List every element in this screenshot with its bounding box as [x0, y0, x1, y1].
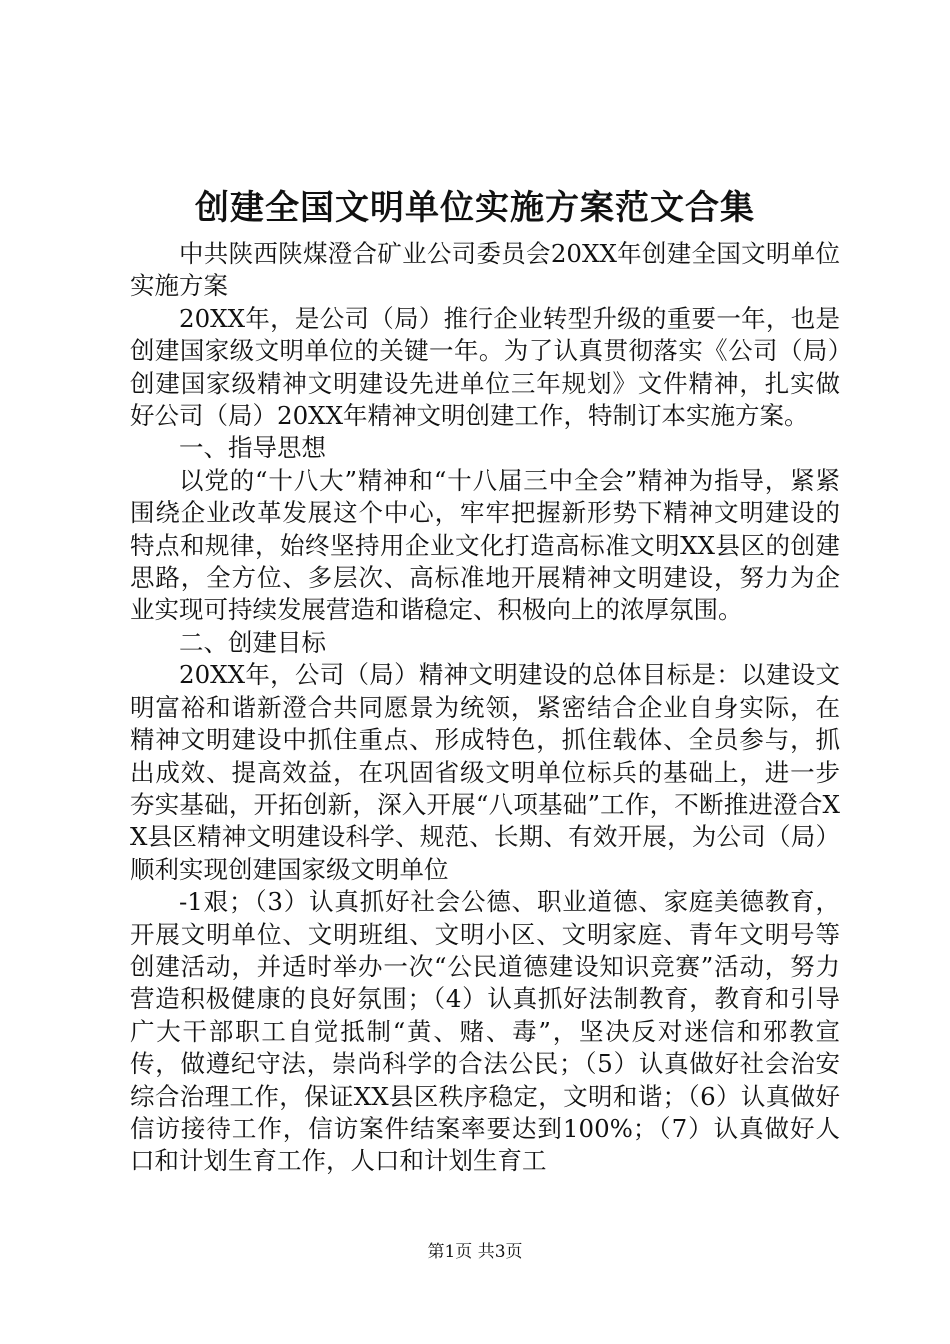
- document-title: 创建全国文明单位实施方案范文合集: [195, 188, 755, 228]
- section-heading-goals: 二、创建目标: [179, 627, 326, 657]
- paragraph-intro: 20XX年，是公司（局）推行企业转型升级的重要一年，也是创建国家级文明单位的关键一年。为了认真贯彻落实《公司（局）创建国家级精神文明建设先进单位三年规划》文件精神，扎实做好公司（局）20XX年精神文明创建工作，特制订本实施方案。: [130, 303, 840, 431]
- paragraph-tasks: -1艰；（3）认真抓好社会公德、职业道德、家庭美德教育，开展文明单位、文明班组、文明小区、文明家庭、青年文明号等创建活动，并适时举办一次“公民道德建设知识竞赛”活动，努力营造积极健康的良好氛围；（4）认真抓好法制教育，教育和引导广大干部职工自觉抵制“黄、赌、毒”，坚决反对迷信和邪教宣传，做遵纪守法，崇尚科学的合法公民；（5）认真做好社会治安综合治理工作，保证XX县区秩序稳定，文明和谐；（6）认真做好信访接待工作，信访案件结案率要达到100%；（7）认真做好人口和计划生育工作，人口和计划生育工: [130, 887, 840, 1176]
- paragraph-guiding-thought: 以党的“十八大”精神和“十八届三中全会”精神为指导，紧紧围绕企业改革发展这个中心，牢牢把握新形势下精神文明建设的特点和规律，始终坚持用企业文化打造高标准文明XX县区的创建思路，全方位、多层次、高标准地开展精神文明建设，努力为企业实现可持续发展营造和谐稳定、积极向上的浓厚氛围。: [130, 465, 840, 625]
- paragraph-goals: 20XX年，公司（局）精神文明建设的总体目标是：以建设文明富裕和谐新澄合共同愿景为统领，紧密结合企业自身实际，在精神文明建设中抓住重点、形成特色，抓住载体、全员参与，抓出成效、提高效益，在巩固省级文明单位标兵的基础上，进一步夯实基础，开拓创新，深入开展“八项基础”工作，不断推进澄合XX县区精神文明建设科学、规范、长期、有效开展，为公司（局）顺利实现创建国家级文明单位: [130, 660, 840, 884]
- paragraph-heading-line: 中共陕西陕煤澄合矿业公司委员会20XX年创建全国文明单位实施方案: [130, 239, 840, 301]
- document-body: [130, 238, 840, 1178]
- section-heading-guiding-thought: 一、指导思想: [179, 433, 326, 463]
- page-number-footer: 第1页 共3页: [427, 1242, 523, 1262]
